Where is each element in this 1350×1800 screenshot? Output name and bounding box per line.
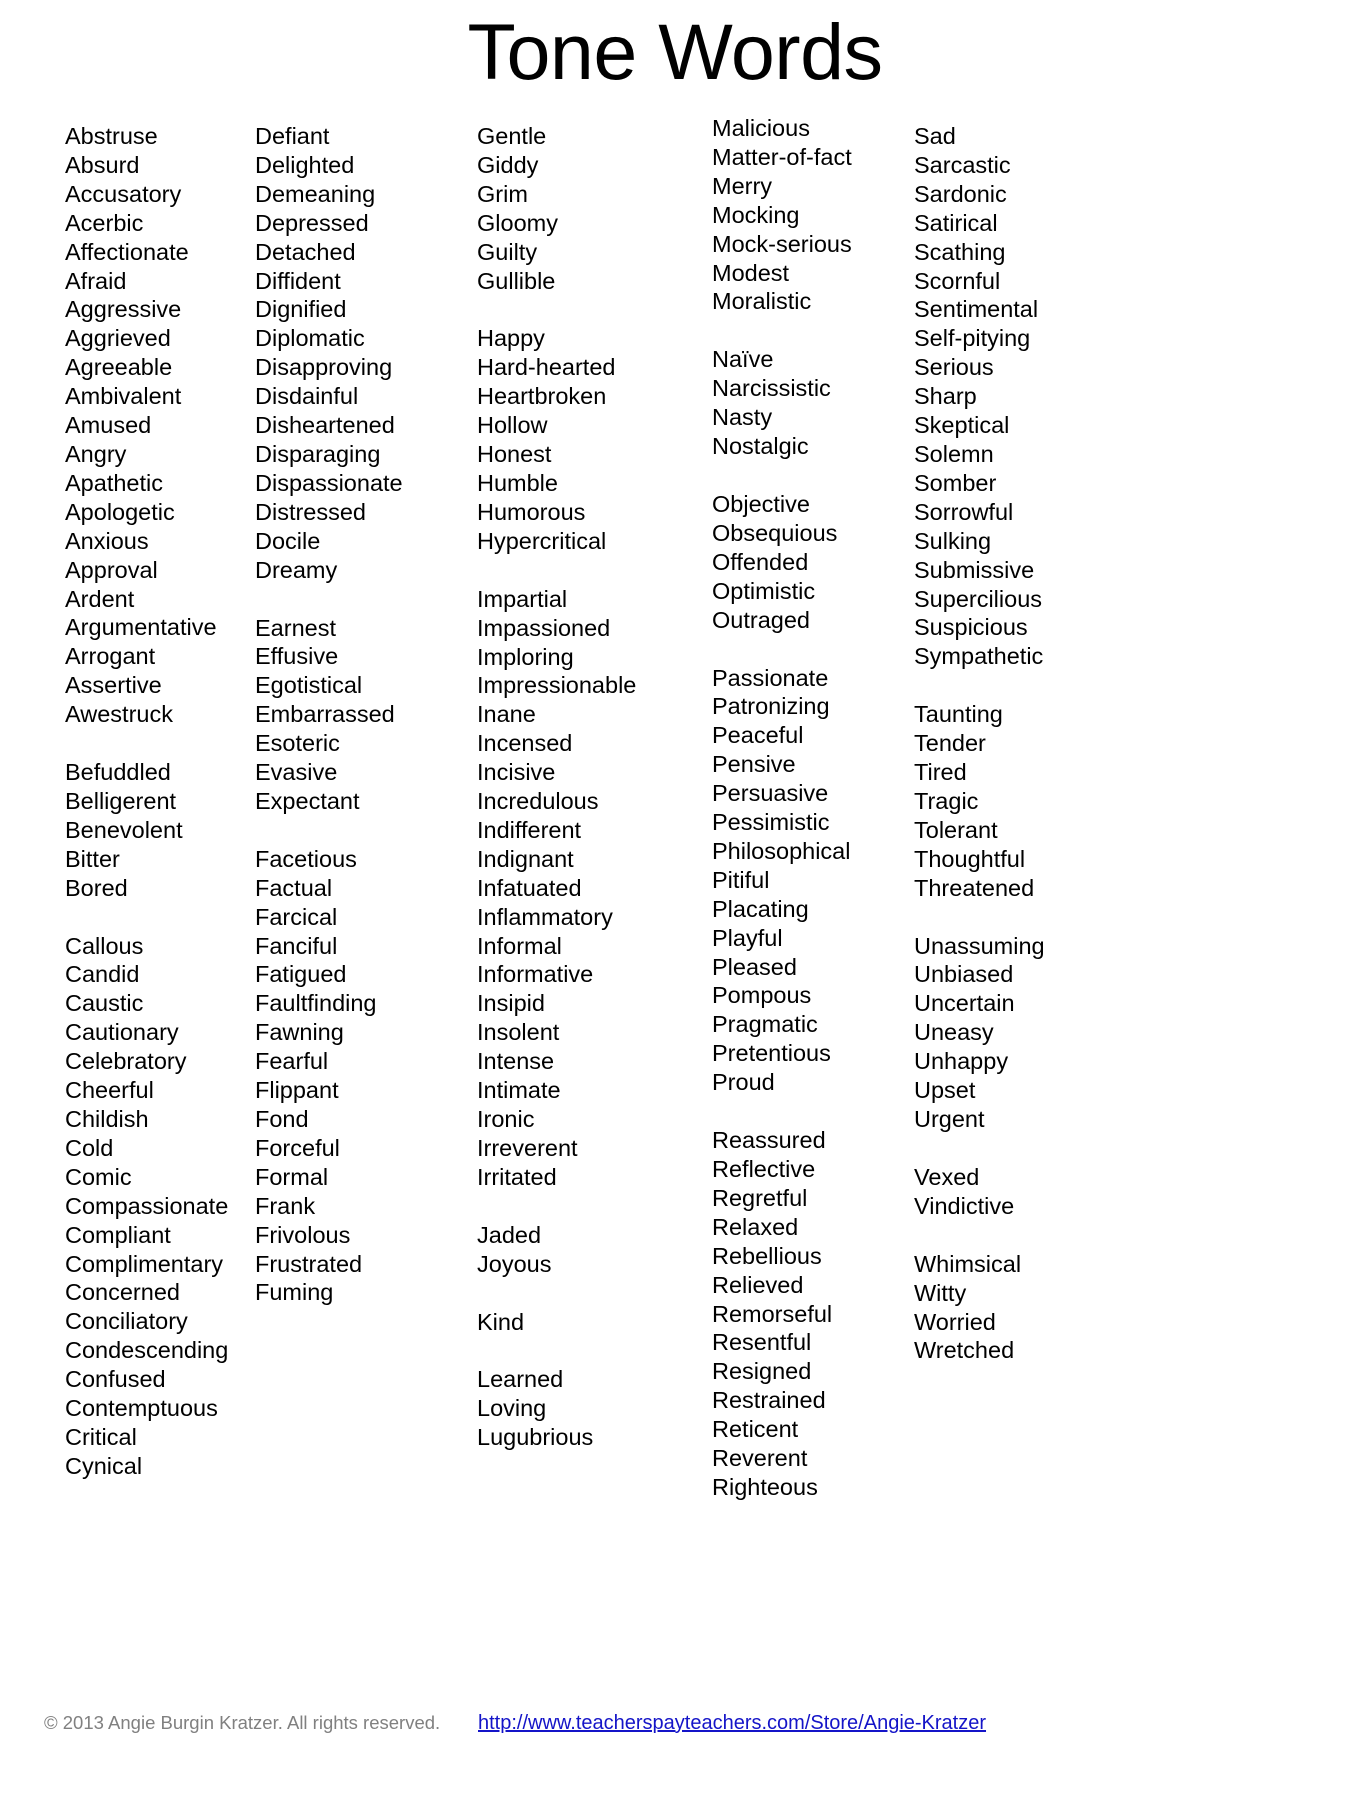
tone-word: Uneasy xyxy=(914,1019,994,1046)
tone-word: Anxious xyxy=(65,527,149,554)
tone-word: Impartial xyxy=(477,585,568,612)
column-5 xyxy=(914,122,1144,1365)
letter-group-i xyxy=(477,585,712,1192)
tone-word: Threatened xyxy=(914,874,1035,901)
tone-word: Outraged xyxy=(712,606,810,633)
tone-word: Rebellious xyxy=(712,1242,822,1269)
tone-word: Restrained xyxy=(712,1387,826,1414)
tone-word: Disapproving xyxy=(255,354,393,381)
tone-word: Moralistic xyxy=(712,288,812,315)
tone-word: Tolerant xyxy=(914,816,998,843)
tone-word: Abstruse xyxy=(65,123,158,149)
tone-word: Sharp xyxy=(914,383,977,410)
tone-word: Impressionable xyxy=(477,672,637,699)
tone-word: Incisive xyxy=(477,759,556,786)
tone-word: Indignant xyxy=(477,845,574,872)
tone-word: Sad xyxy=(914,123,956,149)
tone-word: Frustrated xyxy=(255,1250,363,1277)
tone-word: Solemn xyxy=(914,440,994,467)
tone-word: Heartbroken xyxy=(477,383,607,410)
tone-word: Resigned xyxy=(712,1358,812,1385)
tone-word: Inflammatory xyxy=(477,903,613,930)
tone-word: Arrogant xyxy=(65,643,156,670)
tone-word: Expectant xyxy=(255,787,360,814)
letter-group-u xyxy=(914,932,1144,1134)
tone-word: Gloomy xyxy=(477,209,558,236)
column-3 xyxy=(477,122,712,1452)
tone-word: Argumentative xyxy=(65,614,217,641)
tone-word: Scornful xyxy=(914,267,1001,294)
tone-word: Dreamy xyxy=(255,556,338,583)
tone-word: Fuming xyxy=(255,1279,334,1306)
column-4 xyxy=(712,114,914,1502)
tone-word: Supercilious xyxy=(914,585,1043,612)
letter-group-r xyxy=(712,1126,914,1502)
letter-group-c xyxy=(65,932,255,1481)
tone-word: Irritated xyxy=(477,1163,557,1190)
tone-word: Defiant xyxy=(255,123,330,149)
tone-word: Disheartened xyxy=(255,412,395,439)
tone-word: Skeptical xyxy=(914,412,1010,439)
tone-word: Objective xyxy=(712,490,810,517)
letter-group-l xyxy=(477,1365,712,1452)
tone-word: Gentle xyxy=(477,123,547,149)
tone-word: Amused xyxy=(65,412,152,439)
tone-word: Honest xyxy=(477,441,552,468)
tone-word: Offended xyxy=(712,548,809,575)
tone-word: Irreverent xyxy=(477,1134,578,1161)
tone-word: Reticent xyxy=(712,1416,799,1443)
tone-word: Complimentary xyxy=(65,1250,224,1277)
tone-word: Scathing xyxy=(914,238,1006,265)
tone-word: Indifferent xyxy=(477,816,582,843)
tone-word: Narcissistic xyxy=(712,375,831,402)
tone-word: Grim xyxy=(477,180,528,207)
tone-word: Inane xyxy=(477,701,536,728)
tone-word: Informative xyxy=(477,961,594,988)
tone-word: Comic xyxy=(65,1163,132,1190)
tone-word: Callous xyxy=(65,932,144,959)
tone-word: Egotistical xyxy=(255,672,363,699)
tone-word: Compliant xyxy=(65,1221,171,1248)
tone-word: Esoteric xyxy=(255,730,340,757)
tone-word: Philosophical xyxy=(712,837,851,864)
tone-word: Hard-hearted xyxy=(477,354,616,381)
tone-word: Witty xyxy=(914,1279,967,1306)
tone-word: Condescending xyxy=(65,1337,229,1364)
tone-word: Frivolous xyxy=(255,1221,351,1248)
tone-word: Effusive xyxy=(255,643,339,670)
letter-group-h xyxy=(477,324,712,555)
letter-group-j xyxy=(477,1221,712,1279)
tone-word: Malicious xyxy=(712,115,810,141)
word-columns xyxy=(0,115,1350,1502)
tone-word: Acerbic xyxy=(65,209,144,236)
tone-word: Merry xyxy=(712,172,773,199)
tone-word: Unbiased xyxy=(914,961,1014,988)
tone-word: Absurd xyxy=(65,151,140,178)
tone-word: Concerned xyxy=(65,1279,180,1306)
tone-word: Ambivalent xyxy=(65,383,182,410)
tone-word: Cheerful xyxy=(65,1077,154,1104)
tone-word: Submissive xyxy=(914,556,1035,583)
tone-word: Dignified xyxy=(255,296,347,323)
tone-word: Happy xyxy=(477,325,545,352)
letter-group-f xyxy=(255,845,477,1308)
tone-word: Detached xyxy=(255,238,356,265)
tone-word: Proud xyxy=(712,1069,775,1096)
tone-word: Naïve xyxy=(712,346,774,373)
tone-word: Pleased xyxy=(712,953,797,980)
page-title: Tone Words xyxy=(467,7,883,96)
tone-word: Accusatory xyxy=(65,180,182,207)
copyright-notice: © 2013 Angie Burgin Kratzer. All rights reserved. xyxy=(44,1712,441,1733)
tone-word: Self-pitying xyxy=(914,325,1031,352)
tone-word: Frank xyxy=(255,1192,316,1219)
tone-word: Sarcastic xyxy=(914,151,1011,178)
tone-word: Pensive xyxy=(712,751,796,778)
tone-word: Formal xyxy=(255,1163,329,1190)
tone-word: Loving xyxy=(477,1395,547,1422)
tone-word: Remorseful xyxy=(712,1300,833,1327)
tone-word: Afraid xyxy=(65,267,127,294)
tone-word: Disdainful xyxy=(255,383,359,410)
tone-word: Pragmatic xyxy=(712,1011,818,1038)
tone-word: Cynical xyxy=(65,1452,143,1479)
tone-word: Righteous xyxy=(712,1473,818,1500)
tone-word: Assertive xyxy=(65,672,162,699)
tone-word: Distressed xyxy=(255,498,367,525)
tone-word: Apologetic xyxy=(65,498,175,525)
tone-word: Insolent xyxy=(477,1019,560,1046)
tone-word: Unhappy xyxy=(914,1048,1009,1075)
tone-word: Imploring xyxy=(477,643,574,670)
tone-word: Disparaging xyxy=(255,440,381,467)
tone-word: Angry xyxy=(65,440,127,467)
tone-word: Satirical xyxy=(914,209,998,236)
letter-group-o xyxy=(712,490,914,635)
tone-word: Depressed xyxy=(255,209,369,236)
tone-word: Sympathetic xyxy=(914,643,1044,670)
tone-word: Evasive xyxy=(255,759,338,786)
letter-group-e xyxy=(255,614,477,816)
tone-word: Candid xyxy=(65,961,140,988)
letter-group-p xyxy=(712,664,914,1098)
tone-word: Diplomatic xyxy=(255,325,365,352)
letter-group-d xyxy=(255,122,477,585)
tone-word: Awestruck xyxy=(65,701,173,728)
tone-word: Reassured xyxy=(712,1127,826,1154)
tone-word: Bored xyxy=(65,874,128,901)
tone-word: Informal xyxy=(477,932,562,959)
tone-word: Reverent xyxy=(712,1445,808,1472)
tone-word: Apathetic xyxy=(65,469,163,496)
tone-word: Fawning xyxy=(255,1019,344,1046)
tone-word: Ironic xyxy=(477,1106,535,1132)
tone-word: Pretentious xyxy=(712,1040,831,1067)
tone-word: Serious xyxy=(914,354,994,381)
page-footer xyxy=(0,1712,1350,1752)
tone-word: Flippant xyxy=(255,1077,339,1104)
tone-word: Nasty xyxy=(712,404,773,431)
tone-word: Insipid xyxy=(477,990,545,1017)
tone-word: Wretched xyxy=(914,1337,1015,1364)
tone-word: Diffident xyxy=(255,267,341,294)
tone-word: Uncertain xyxy=(914,990,1015,1017)
tone-word: Humble xyxy=(477,469,558,496)
tone-word: Impassioned xyxy=(477,614,611,641)
tone-word: Belligerent xyxy=(65,787,177,814)
tone-word: Farcical xyxy=(255,903,338,930)
tone-word: Demeaning xyxy=(255,180,376,207)
tone-word: Whimsical xyxy=(914,1250,1022,1277)
tone-word: Humorous xyxy=(477,498,586,525)
tone-word: Jaded xyxy=(477,1221,542,1248)
tone-word: Modest xyxy=(712,259,790,286)
tone-word: Affectionate xyxy=(65,238,189,265)
letter-group-a xyxy=(65,122,255,729)
tone-word: Fearful xyxy=(255,1048,329,1075)
tone-word: Matter-of-fact xyxy=(712,143,852,170)
tone-word: Optimistic xyxy=(712,577,816,604)
tone-word: Resentful xyxy=(712,1329,812,1356)
tone-word: Learned xyxy=(477,1366,564,1393)
tone-word: Facetious xyxy=(255,845,357,872)
tone-word: Relieved xyxy=(712,1271,804,1298)
tone-word: Incredulous xyxy=(477,788,599,815)
tone-word: Celebratory xyxy=(65,1048,187,1075)
tone-word: Contemptuous xyxy=(65,1395,218,1422)
tone-word: Fatigued xyxy=(255,961,347,988)
tone-word: Nostalgic xyxy=(712,433,809,460)
tone-word: Earnest xyxy=(255,614,336,641)
tone-word: Incensed xyxy=(477,730,573,757)
tone-word: Relaxed xyxy=(712,1213,799,1240)
tone-word: Sentimental xyxy=(914,296,1039,323)
tone-word: Kind xyxy=(477,1308,525,1335)
tone-word: Mock-serious xyxy=(712,230,852,257)
tone-word: Pessimistic xyxy=(712,809,830,836)
tone-word: Tired xyxy=(914,759,967,786)
tone-word: Placating xyxy=(712,895,809,922)
tone-word: Persuasive xyxy=(712,780,829,807)
tone-word: Confused xyxy=(65,1366,166,1393)
tone-word: Joyous xyxy=(477,1250,552,1277)
tone-word: Factual xyxy=(255,874,333,901)
tone-word: Obsequious xyxy=(712,519,838,546)
tone-word: Guilty xyxy=(477,238,538,265)
tone-word: Pitiful xyxy=(712,866,770,893)
tone-word: Ardent xyxy=(65,585,135,612)
tone-word: Tragic xyxy=(914,787,979,814)
tone-word: Passionate xyxy=(712,664,829,691)
letter-group-s xyxy=(914,122,1144,671)
tone-word: Sardonic xyxy=(914,180,1007,207)
tone-word: Giddy xyxy=(477,151,539,178)
tone-word: Worried xyxy=(914,1308,996,1335)
tone-word: Forceful xyxy=(255,1134,340,1161)
tone-word: Fanciful xyxy=(255,932,338,959)
column-1 xyxy=(0,122,255,1481)
tone-word: Thoughtful xyxy=(914,845,1026,872)
tone-word: Conciliatory xyxy=(65,1308,188,1335)
tone-word: Intimate xyxy=(477,1077,561,1104)
tone-word: Embarrassed xyxy=(255,701,395,728)
tone-word: Cautionary xyxy=(65,1019,179,1046)
tone-word: Tender xyxy=(914,730,986,757)
tone-word: Childish xyxy=(65,1106,149,1132)
tone-word: Agreeable xyxy=(65,354,173,381)
column-2 xyxy=(255,122,477,1307)
letter-group-t xyxy=(914,700,1144,902)
tone-word: Reflective xyxy=(712,1156,816,1182)
store-link[interactable]: http://www.teacherspayteachers.com/Store/Angie-Kratzer xyxy=(478,1712,987,1734)
tone-word: Mocking xyxy=(712,201,800,228)
tone-word: Vindictive xyxy=(914,1192,1015,1219)
tone-word: Aggrieved xyxy=(65,325,171,352)
tone-word: Approval xyxy=(65,556,158,583)
letter-group-k xyxy=(477,1308,712,1337)
tone-word: Faultfinding xyxy=(255,990,377,1017)
tone-word: Cold xyxy=(65,1134,114,1161)
tone-word: Upset xyxy=(914,1077,976,1104)
letter-group-w xyxy=(914,1250,1144,1366)
tone-word: Urgent xyxy=(914,1106,985,1132)
letter-group-b xyxy=(65,758,255,903)
tone-word: Delighted xyxy=(255,151,355,178)
tone-word: Vexed xyxy=(914,1163,980,1190)
letter-group-v xyxy=(914,1163,1144,1221)
tone-word: Benevolent xyxy=(65,816,183,843)
tone-word: Hypercritical xyxy=(477,527,607,554)
tone-word: Aggressive xyxy=(65,296,182,323)
tone-word: Intense xyxy=(477,1048,555,1075)
tone-word: Infatuated xyxy=(477,874,582,901)
tone-word: Critical xyxy=(65,1423,137,1450)
tone-word: Gullible xyxy=(477,267,556,294)
letter-group-n xyxy=(712,345,914,461)
tone-word: Hollow xyxy=(477,412,548,439)
tone-word: Pompous xyxy=(712,982,812,1009)
tone-word: Peaceful xyxy=(712,722,804,749)
tone-word: Somber xyxy=(914,469,997,496)
tone-word: Compassionate xyxy=(65,1192,229,1219)
tone-word: Taunting xyxy=(914,701,1003,728)
tone-word: Suspicious xyxy=(914,614,1028,641)
letter-group-g xyxy=(477,122,712,295)
tone-word: Regretful xyxy=(712,1184,808,1211)
tone-word: Fond xyxy=(255,1106,309,1132)
letter-group-m xyxy=(712,114,914,316)
tone-word: Docile xyxy=(255,527,321,554)
tone-word: Befuddled xyxy=(65,759,171,786)
tone-word: Patronizing xyxy=(712,693,830,720)
tone-word: Dispassionate xyxy=(255,469,403,496)
tone-word: Sorrowful xyxy=(914,498,1014,525)
tone-word: Playful xyxy=(712,924,783,951)
tone-word: Bitter xyxy=(65,845,120,872)
tone-word: Lugubrious xyxy=(477,1424,594,1451)
tone-word: Unassuming xyxy=(914,932,1045,959)
tone-word: Sulking xyxy=(914,527,992,554)
tone-word: Caustic xyxy=(65,990,144,1017)
